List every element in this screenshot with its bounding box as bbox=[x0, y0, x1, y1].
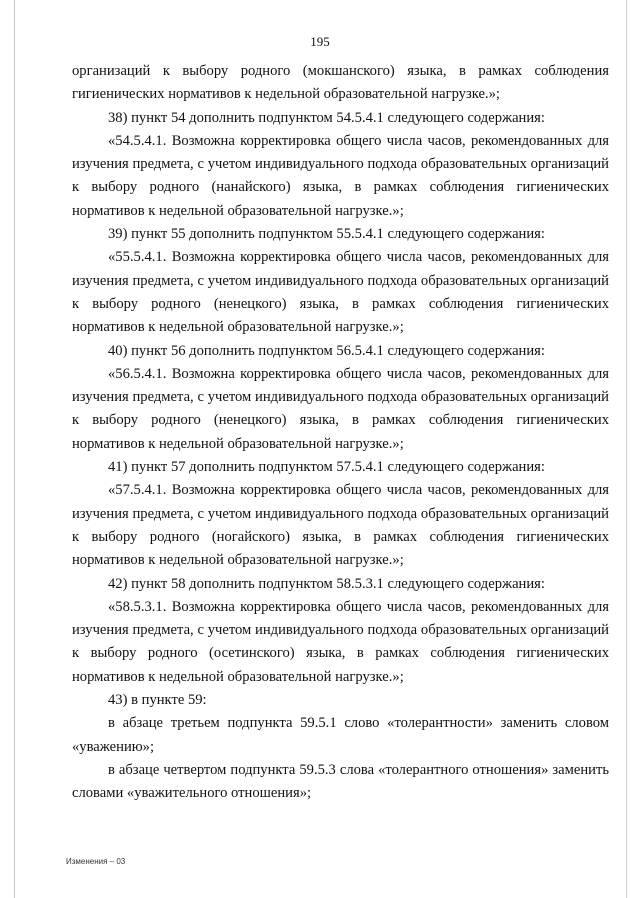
scan-edge-left bbox=[14, 0, 15, 898]
paragraph-quote-56: «56.5.4.1. Возможна корректировка общего числа часов, рекомендованных для изучения предмета, с учетом индивидуального подхода образовательных организаций к выбору родного (ненецкого) языка, в рамках соблюдения гигиенических нормативов к недельной образовательной нагрузке.»; bbox=[72, 365, 609, 452]
paragraph-item-39: 39) пункт 55 дополнить подпунктом 55.5.4.1 следующего содержания: bbox=[108, 226, 545, 243]
scan-edge-right bbox=[626, 0, 627, 898]
paragraph-item-40: 40) пункт 56 дополнить подпунктом 56.5.4.1 следующего содержания: bbox=[108, 342, 545, 359]
paragraph-quote-55: «55.5.4.1. Возможна корректировка общего числа часов, рекомендованных для изучения предмета, с учетом индивидуального подхода образовательных организаций к выбору родного (ненецкого) языка, в рамках соблюдения гигиенических нормативов к недельной образовательной нагрузке.»; bbox=[72, 249, 609, 336]
paragraph-item-43-sub-1: в абзаце третьем подпункта 59.5.1 слово «толерантности» заменить словом «уважению»; bbox=[72, 715, 609, 755]
paragraph-quote-58: «58.5.3.1. Возможна корректировка общего числа часов, рекомендованных для изучения предмета, с учетом индивидуального подхода образовательных организаций к выбору родного (осетинского) языка, в рамках соблюдения гигиенических нормативов к недельной образовательной нагрузке.»; bbox=[72, 598, 609, 685]
paragraph-item-41: 41) пункт 57 дополнить подпунктом 57.5.4.1 следующего содержания: bbox=[108, 459, 545, 476]
paragraph-item-43-sub-2: в абзаце четвертом подпункта 59.5.3 слова «толерантного отношения» заменить словами «уважительного отношения»; bbox=[72, 761, 609, 802]
paragraph-quote-57: «57.5.4.1. Возможна корректировка общего числа часов, рекомендованных для изучения предмета, с учетом индивидуального подхода образовательных организаций к выбору родного (ногайского) языка, в рамках соблюдения гигиенических нормативов к недельной образовательной нагрузке.»; bbox=[72, 482, 609, 569]
page-number: 195 bbox=[310, 34, 330, 49]
paragraph-item-38: 38) пункт 54 дополнить подпунктом 54.5.4.1 следующего содержания: bbox=[108, 109, 545, 126]
paragraph-item-43: 43) в пункте 59: bbox=[108, 692, 207, 709]
footer-revision-label: Изменения – 03 bbox=[66, 857, 126, 866]
document-body bbox=[72, 60, 609, 806]
paragraph-continuation: организаций к выбору родного (мокшанского) языка, в рамках соблюдения гигиенических нормативов к недельной образовательной нагрузке.»; bbox=[72, 63, 609, 103]
paragraph-quote-54: «54.5.4.1. Возможна корректировка общего числа часов, рекомендованных для изучения предмета, с учетом индивидуального подхода образовательных организаций к выбору родного (нанайского) языка, в рамках соблюдения гигиенических нормативов к недельной образовательной нагрузке.»; bbox=[72, 132, 609, 219]
paragraph-item-42: 42) пункт 58 дополнить подпунктом 58.5.3.1 следующего содержания: bbox=[108, 575, 545, 592]
